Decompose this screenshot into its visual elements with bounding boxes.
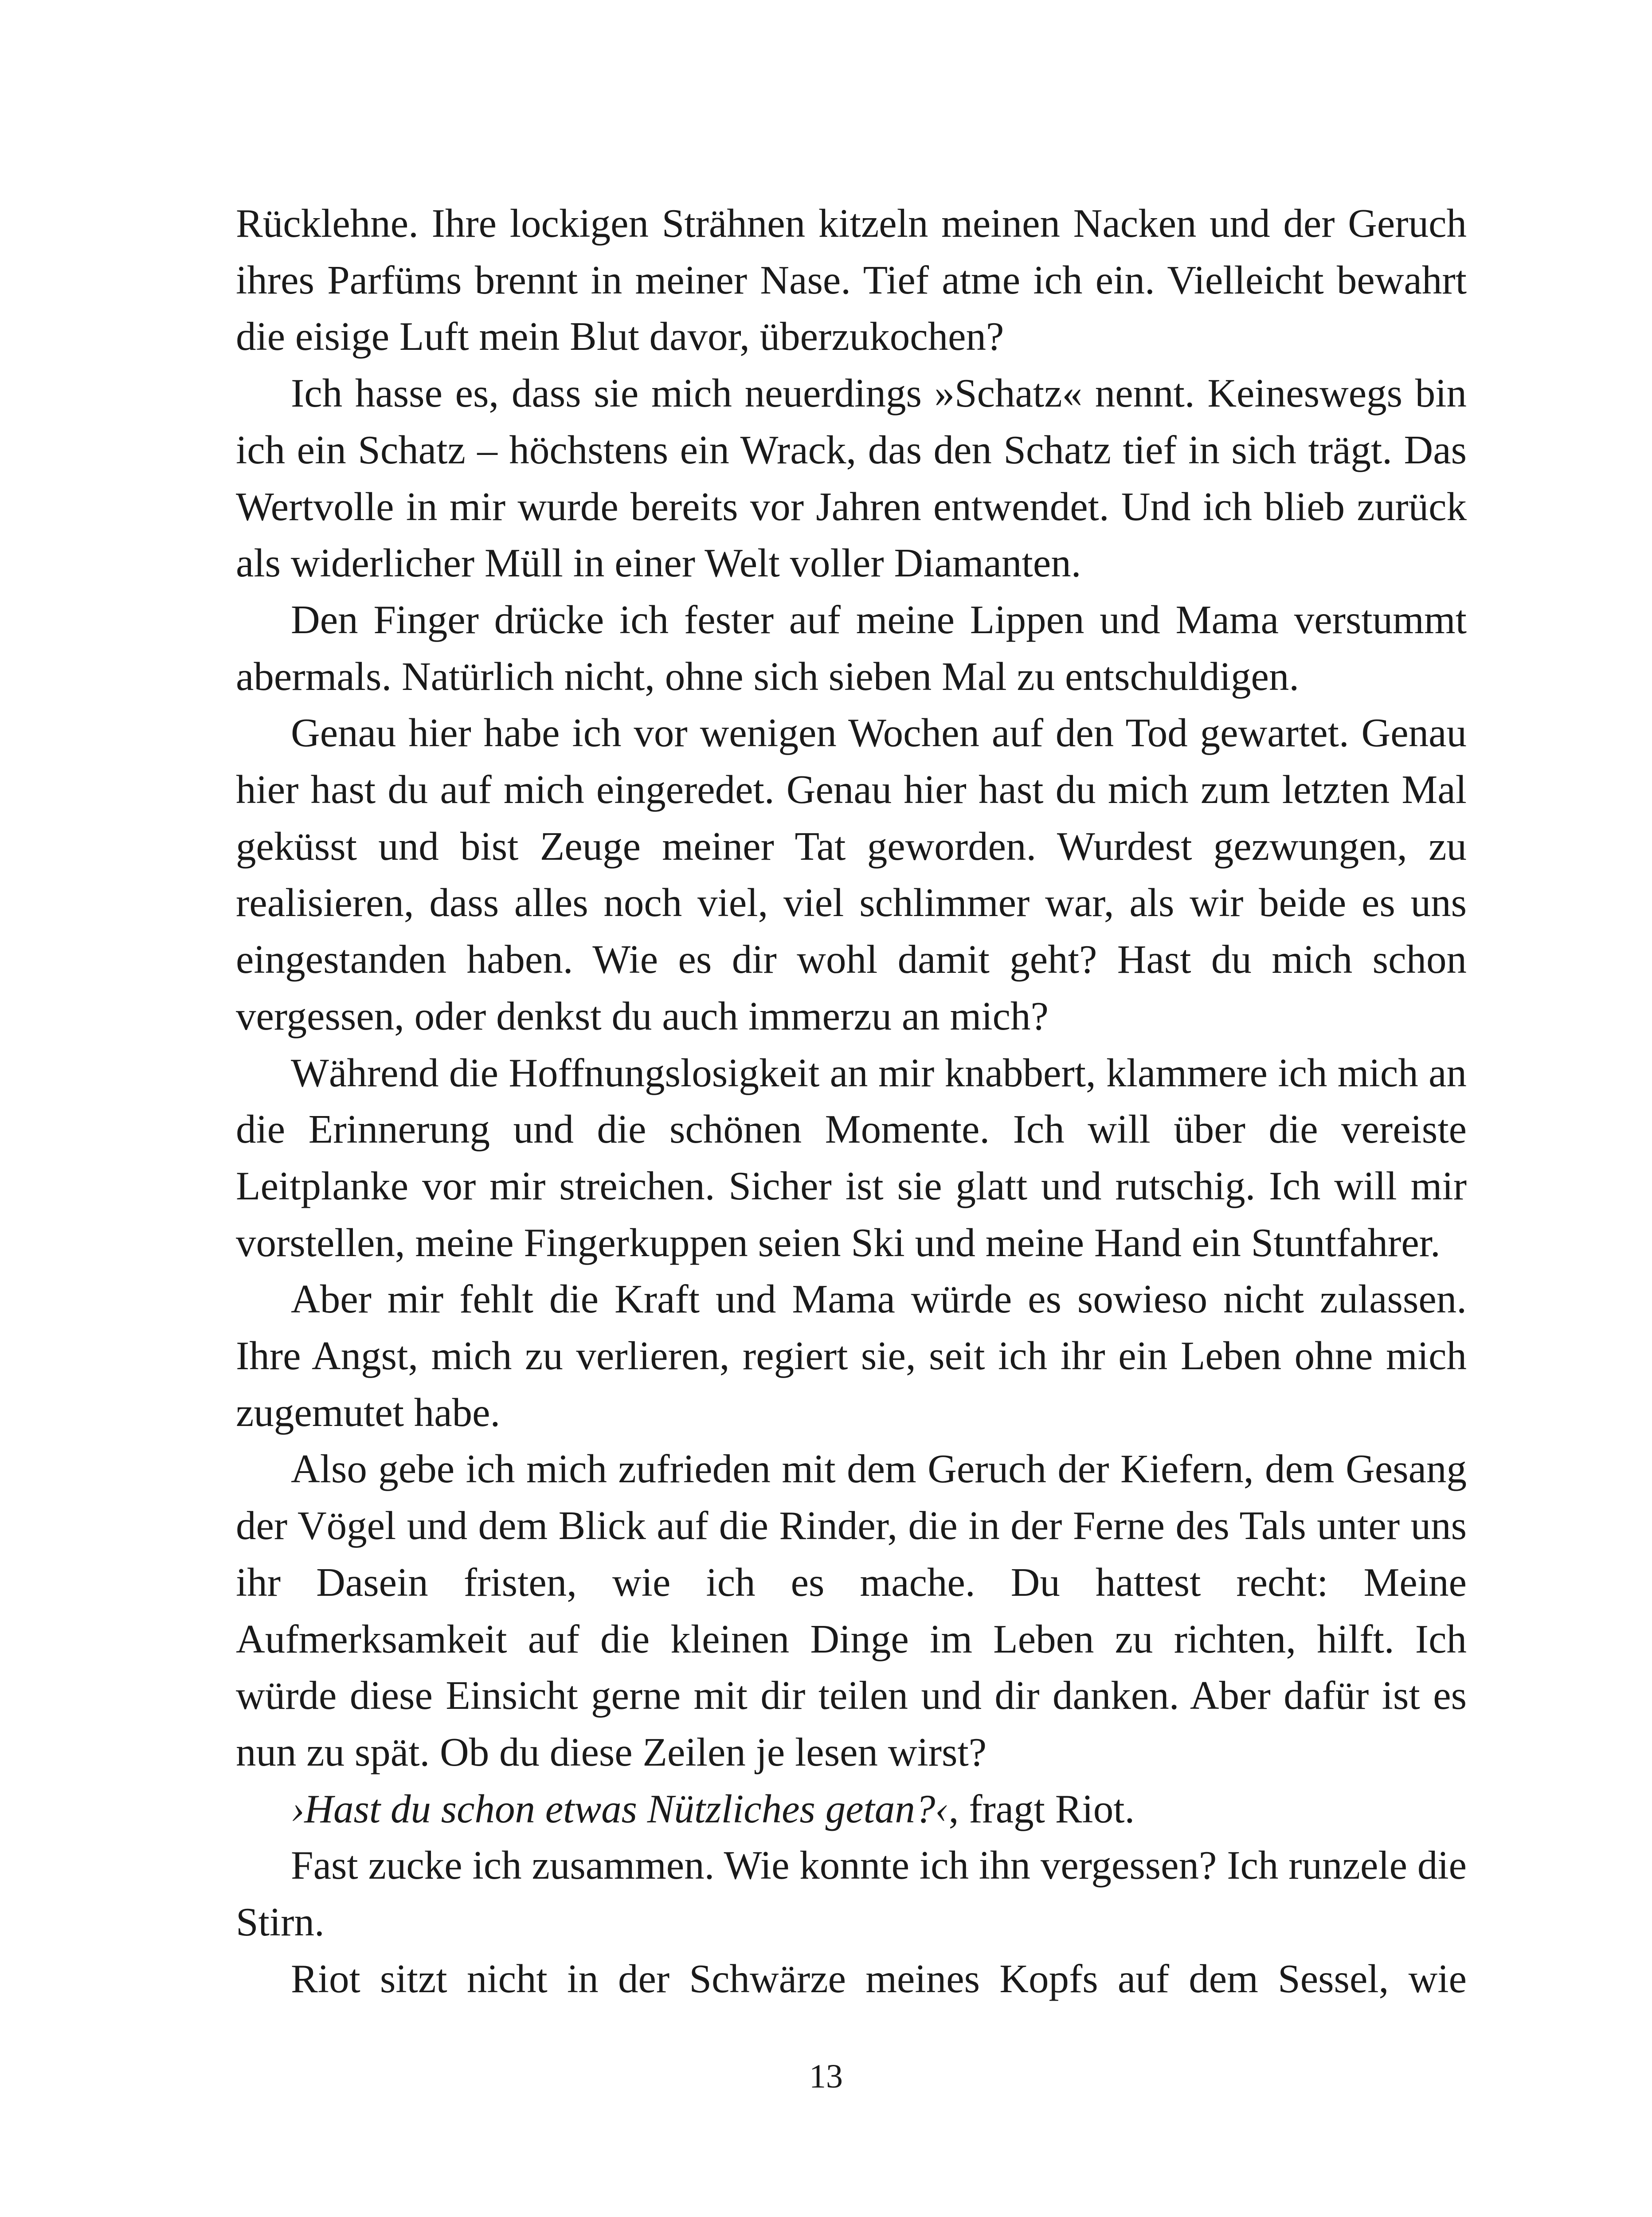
paragraph-9: Fast zucke ich zusammen. Wie konnte ich ihn vergessen? Ich runzele die Stirn. <box>236 1843 1467 1945</box>
paragraph-10: Riot sitzt nicht in der Schwärze meines Kopfs auf dem Sessel, wie <box>291 1956 1467 2001</box>
paragraph-3: Den Finger drücke ich fester auf meine Lippen und Mama verstummt abermals. Natürlich nicht, ohne sich sieben Mal zu entschuldigen. <box>236 597 1467 699</box>
paragraph-8 <box>236 1781 1467 1837</box>
paragraph-7: Also gebe ich mich zufrieden mit dem Geruch der Kiefern, dem Gesang der Vögel und dem Blick auf die Rinder, die in der Ferne des Tals unter uns ihr Dasein fristen, wie ich es mache. Du hattest recht: Meine Aufmerksamkeit auf die kleinen Dinge im Leben zu richten, hilft. Ich würde diese Einsicht gerne mit dir teilen und dir danken. Aber dafür ist es nun zu spät. Ob du diese Zeilen je lesen wirst? <box>236 1446 1467 1774</box>
body-text <box>236 195 1467 2007</box>
inner-voice-quote: ›Hast du schon etwas Nützliches getan?‹ <box>291 1786 949 1831</box>
paragraph-1: Rücklehne. Ihre lockigen Strähnen kitzeln meinen Nacken und der Geruch ihres Parfüms brennt in meiner Nase. Tief atme ich ein. Vielleicht bewahrt die eisige Luft mein Blut davor, überzukochen? <box>236 201 1467 359</box>
paragraph-2: Ich hasse es, dass sie mich neuerdings »Schatz« nennt. Keineswegs bin ich ein Schatz – höchstens ein Wrack, das den Schatz tief in sich trägt. Das Wertvolle in mir wurde bereits vor Jahren entwendet. Und ich blieb zurück als widerlicher Müll in einer Welt voller Diamanten. <box>236 371 1467 586</box>
paragraph-5: Während die Hoffnungslosigkeit an mir knabbert, klammere ich mich an die Erinnerung und die schönen Momente. Ich will über die vereiste Leitplanke vor mir streichen. Sicher ist sie glatt und rutschig. Ich will mir vorstellen, meine Fingerkuppen seien Ski und meine Hand ein Stuntfahrer. <box>236 1050 1467 1265</box>
paragraph-4: Genau hier habe ich vor wenigen Wochen auf den Tod gewartet. Genau hier hast du auf mich eingeredet. Genau hier hast du mich zum letzten Mal geküsst und bist Zeuge meiner Tat geworden. Wurdest gezwungen, zu realisieren, dass alles noch viel, viel schlimmer war, als wir beide es uns eingestanden haben. Wie es dir wohl damit geht? Hast du mich schon vergessen, oder denkst du auch immerzu an mich? <box>236 710 1467 1038</box>
page-number: 13 <box>809 2058 843 2095</box>
paragraph-6: Aber mir fehlt die Kraft und Mama würde es sowieso nicht zulassen. Ihre Angst, mich zu verlieren, regiert sie, seit ich ihr ein Leben ohne mich zugemutet habe. <box>236 1277 1467 1435</box>
quote-attribution: , fragt Riot. <box>948 1786 1135 1831</box>
